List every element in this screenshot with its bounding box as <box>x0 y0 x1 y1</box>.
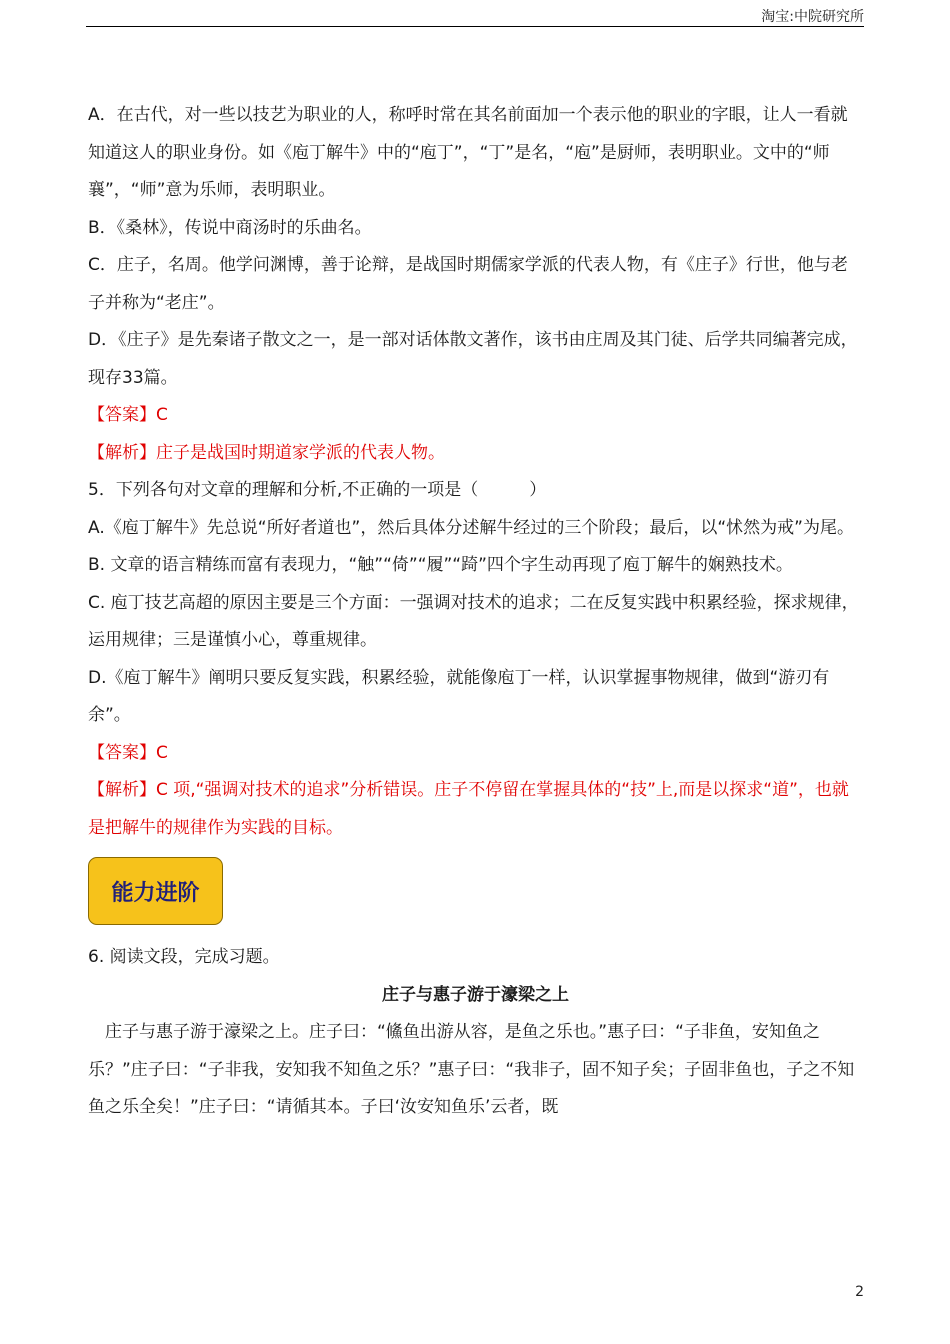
document-body <box>88 97 863 1127</box>
header-rule <box>86 26 864 27</box>
header-text: 淘宝:中院研究所 <box>761 9 864 25</box>
q5-option-d: D.《庖丁解牛》阐明只要反复实践，积累经验，就能像庖丁一样，认识掌握事物规律，做到“游刃有余”。 <box>88 667 830 725</box>
q4-option-a: A．在古代，对一些以技艺为职业的人，称呼时常在其名前面加一个表示他的职业的字眼，让人一看就知道这人的职业身份。如《庖丁解牛》中的“庖丁”，“丁”是名，“庖”是厨师，表明职业。文中的“师襄”，“师”意为乐师，表明职业。 <box>88 105 848 200</box>
q5-stem: 5．下列各句对文章的理解和分析,不正确的一项是（ ） <box>88 480 547 500</box>
q4-option-d: D．《庄子》是先秦诸子散文之一，是一部对话体散文著作，该书由庄周及其门徒、后学共同编著完成，现存33篇。 <box>88 330 858 388</box>
section-badge: 能力进阶 <box>88 857 223 925</box>
q6-stem: 6. 阅读文段，完成习题。 <box>88 947 280 967</box>
q5-option-a: A.《庖丁解牛》先总说“所好者道也”，然后具体分述解牛经过的三个阶段；最后，以“怵然为戒”为尾。 <box>88 517 854 538</box>
q5-option-b: B. 文章的语言精练而富有表现力，“触”“倚”“履”“踦”四个字生动再现了庖丁解牛的娴熟技术。 <box>88 555 793 575</box>
page-number: 2 <box>855 1284 864 1300</box>
q4-analysis: 【解析】庄子是战国时期道家学派的代表人物。 <box>88 442 445 463</box>
q5-analysis: 【解析】C 项,“强调对技术的追求”分析错误。庄子不停留在掌握具体的“技”上,而是以探求“道”，也就是把解牛的规律作为实践的目标。 <box>88 780 849 838</box>
q5-option-c: C. 庖丁技艺高超的原因主要是三个方面：一强调对技术的追求；二在反复实践中积累经验，探求规律，运用规律；三是谨慎小心，尊重规律。 <box>88 592 859 650</box>
q5-answer: 【答案】C <box>88 742 168 763</box>
q4-answer: 【答案】C <box>88 405 168 425</box>
q4-option-b: B．《桑林》，传说中商汤时的乐曲名。 <box>88 217 372 238</box>
passage-title: 庄子与惠子游于濠梁之上 <box>382 984 569 1005</box>
q4-option-c: C．庄子，名周。他学问渊博，善于论辩，是战国时期儒家学派的代表人物，有《庄子》行世，他与老子并称为“老庄”。 <box>88 255 848 313</box>
passage-text: 庄子与惠子游于濠梁之上。庄子曰：“鯈鱼出游从容，是鱼之乐也。”惠子曰：“子非鱼，安知鱼之乐？”庄子曰：“子非我，安知我不知鱼之乐？”惠子曰：“我非子，固不知子矣；子固非鱼也，子之不知鱼之乐全矣！”庄子曰：“请循其本。子曰‘汝安知鱼乐’云者，既 <box>88 1022 855 1117</box>
